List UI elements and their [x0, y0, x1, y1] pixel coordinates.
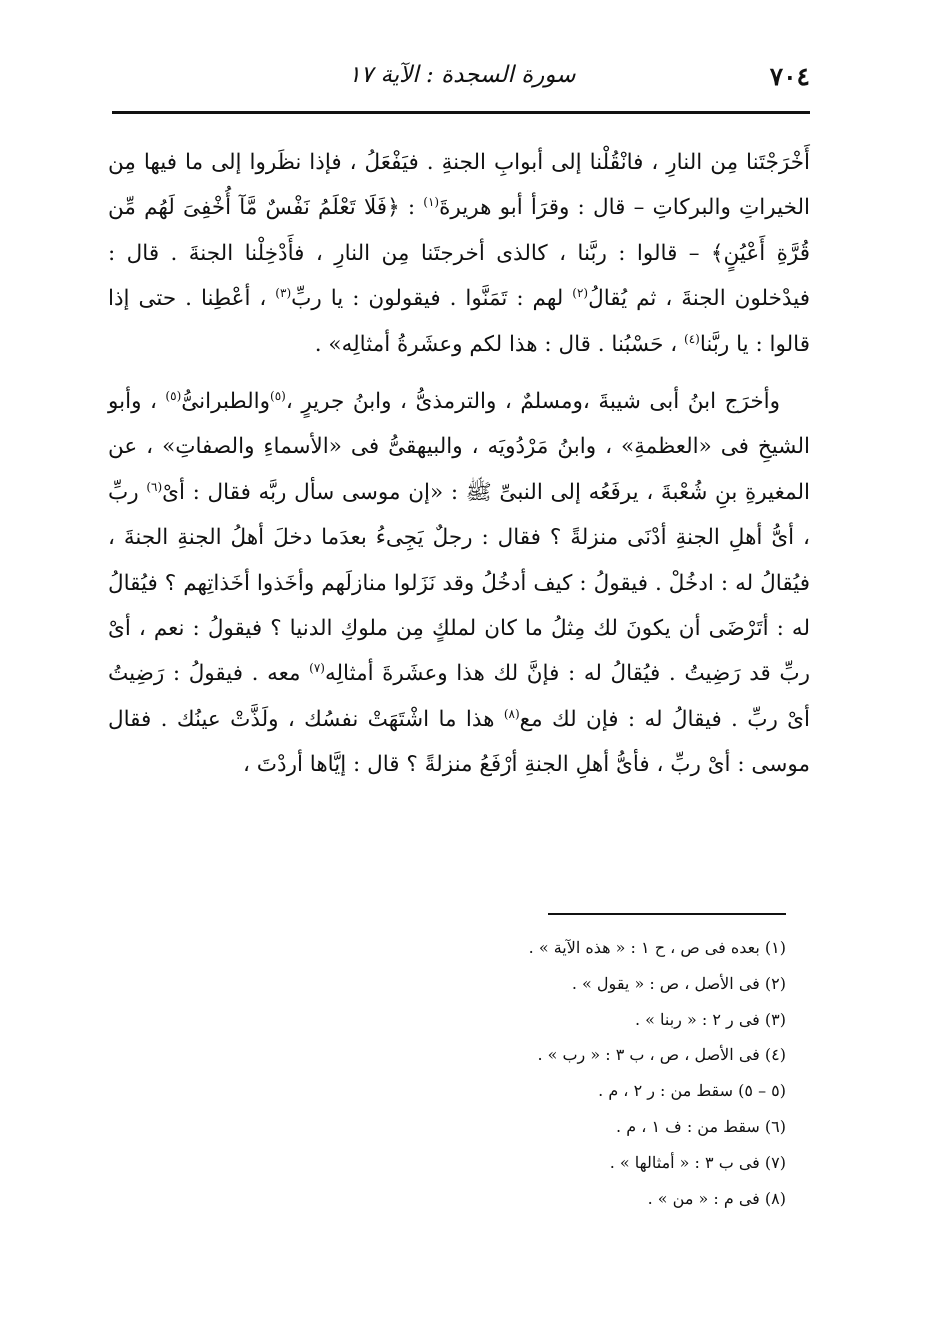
paragraph-1 [108, 140, 810, 367]
footnote-6: (٦) سقط من : ف ١ ، م . [616, 1116, 786, 1136]
footnote-marker: (١) [423, 195, 440, 210]
footnote-marker: (٤) [684, 331, 700, 346]
text-run: معه . فيقولُ : رَضِيتُ أىْ ربِّ . فيقالُ له : فإن لك مع [108, 661, 810, 732]
footnote-marker: (٦) [146, 479, 163, 494]
footnote-marker: (٣) [275, 286, 292, 301]
footnote-3: (٣) فى ر ٢ : « ربنا » . [634, 1009, 786, 1029]
text-run: ، أعْطِنا . حتى إذا قالوا : يا ربَّنا [108, 286, 810, 357]
running-title: سورة السجدة : الآية ١٧ [348, 62, 576, 88]
page-number: ٧٠٤ [769, 62, 810, 91]
footnote-4: (٤) فى الأصل ، ص ، ب ٣ : « رب » . [537, 1045, 786, 1065]
footnote-marker: (٨) [503, 706, 520, 721]
text-run: ، وأبو الشيخِ فى «العظمةِ» ، وابنُ مَرْدُويَه ، والبيهقىُّ فى «الأسماءِ والصفاتِ» ، عن المغيرةِ بنِ شُعْبةَ ، يرفَعُه إلى النبىِّ ﷺ : «إن موسى سأل ربَّه فقال : أىْ [108, 389, 810, 505]
footnote-marker: (٥) [270, 388, 286, 403]
footnote-1: (١) بعده فى ص ، ح ١ : « هذه الآية » . [528, 938, 786, 957]
footnote-marker: (٧) [309, 661, 325, 676]
footnote-2: (٢) فى الأصل ، ص : « يقول » . [571, 973, 786, 993]
footnote-7: (٧) فى ب ٣ : « أمثالها » . [609, 1152, 786, 1172]
text-run: : ﴿فَلَا تَعْلَمُ نَفْسٌ مَّآ أُخْفِىَ لَهُم مِّن قُرَّةِ أَعْيُنٍ﴾ – قالوا : ربَّنا ، كالذى أخرجتَنا مِن النارِ ، فأَدْخِلْنا الجنةَ . قال : فيدْخلون الجنةَ ، ثم يُقالُ [108, 195, 810, 312]
footnotes [366, 930, 786, 1216]
text-run: وأخرَج ابنُ أبى شيبةَ ،ومسلمٌ ، والترمذىُّ ، وابنُ جريرٍ ، [285, 389, 780, 415]
main-text [108, 140, 810, 788]
footnote-marker: (٢) [572, 286, 589, 301]
text-run: أَخْرَجْتَنا مِن النارِ ، فانْقُلْنا إلى أبوابِ الجنةِ . فيَفْعَلُ ، فإذا نظَروا إلى ما فيها مِن الخيراتِ والبركاتِ – قال : وقرَأ أبو هريرةَ [108, 150, 810, 221]
footnote-marker: (٥) [165, 388, 182, 403]
footnote-8: (٨) فى م : « من » . [647, 1188, 786, 1208]
footnote-5: (٥ – ٥) سقط من : ر ٢ ، م . [598, 1081, 786, 1101]
text-run: ربِّ ، أىُّ أهلِ الجنةِ أدْنَى منزلةً ؟ فقال : رجلٌ يَجِىءُ بعدَما دخلَ أهلُ الجنةِ الجنةَ ، فيُقالُ له : ادخُلْ . فيقولُ : كيف أدخُلُ وقد نَزَلوا منازلَهم وأخَذوا أخَذاتِهم ؟ فيُقالُ له : أتَرْضَى أن يكونَ لك مِثلُ ما كان لملكٍ مِن ملوكِ الدنيا ؟ فيقولُ : نعم ، أىْ ربِّ قد رَضِيتُ . فيُقالُ له : فإنَّ لك هذا وعشَرةَ أمثالِه [108, 479, 810, 687]
header-rule [112, 111, 810, 114]
text-run: ، حَسْبُنا . قال : هذا لكم وعشَرةُ أمثالِه» . [314, 331, 685, 357]
footnote-rule [548, 913, 786, 915]
text-run: والطبرانىُّ [181, 389, 271, 415]
paragraph-2 [108, 379, 810, 788]
page-header [112, 60, 810, 96]
text-run: هذا ما اشْتَهَتْ نفسُك ، ولَذَّتْ عينُك . فقال موسى : أىْ ربِّ ، فأىُّ أهلِ الجنةِ أرْفَعُ منزلةً ؟ قال : إيَّاها أردْتَ ، [108, 706, 810, 778]
text-run: لهم : تَمَنَّوا . فيقولون : يا ربِّ [291, 286, 573, 312]
